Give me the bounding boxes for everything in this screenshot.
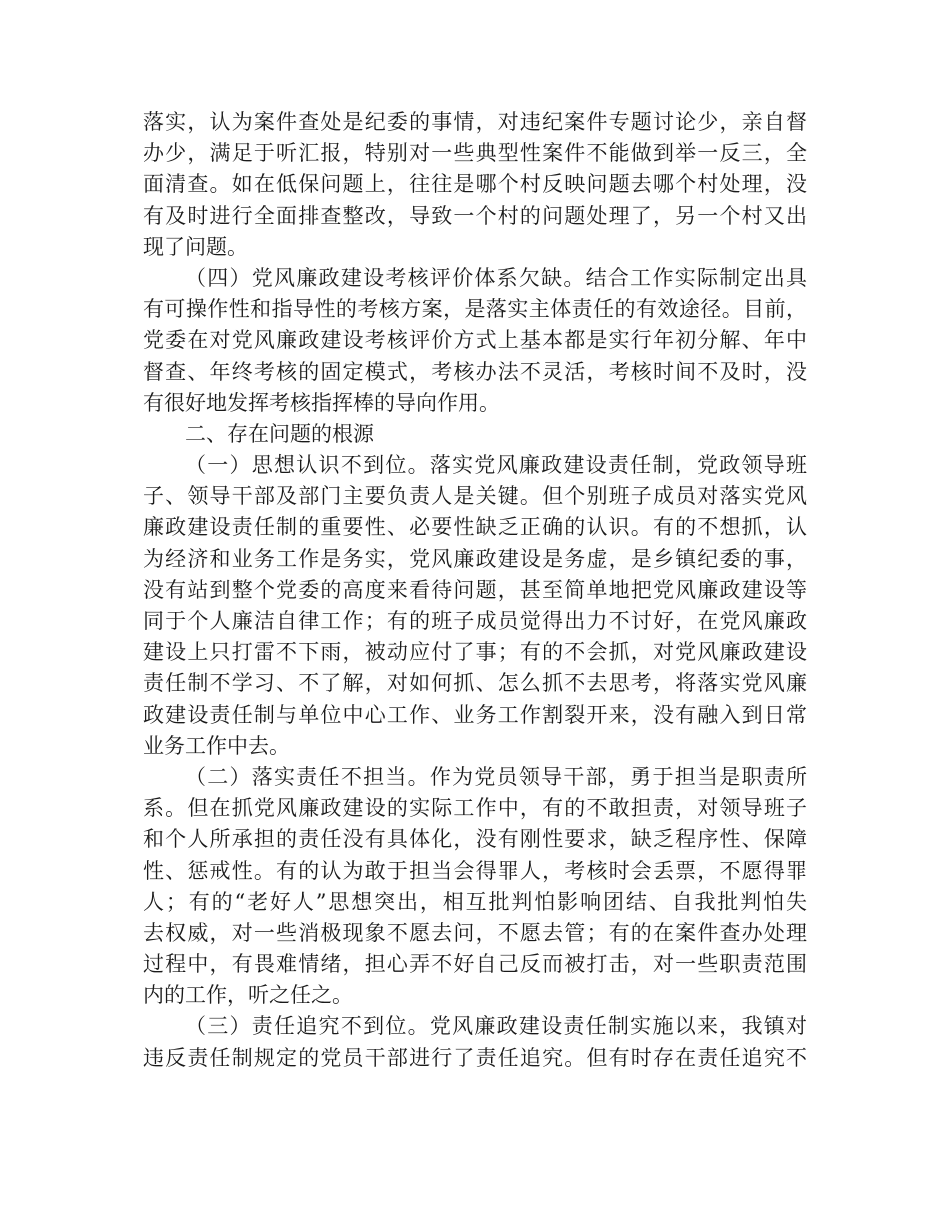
text-line: 办少，满足于听汇报，特别对一些典型性案件不能做到举一反三，全 [143,141,807,166]
text-line: 去权威，对一些消极现象不愿去问，不愿去管；有的在案件查办处理 [143,920,807,945]
text-line: 落实，认为案件查处是纪委的事情，对违纪案件专题讨论少，亲自督 [143,110,807,134]
text-line: 违反责任制规定的党员干部进行了责任追究。但有时存在责任追究不 [143,1045,807,1070]
text-line: 有可操作性和指导性的考核方案，是落实主体责任的有效途径。目前， [143,297,807,322]
text-line: 同于个人廉洁自律工作；有的班子成员觉得出力不讨好，在党风廉政 [143,609,807,633]
text-line: 内的工作，听之任之。 [143,983,353,1008]
paragraph-heading-line: （一）思想认识不到位。落实党风廉政建设责任制，党政领导班 [185,453,807,478]
text-line: 面清查。如在低保问题上，往往是哪个村反映问题去哪个村处理，没 [143,172,807,197]
text-line: 建设上只打雷不下雨，被动应付了事；有的不会抓，对党风廉政建设 [143,640,807,665]
text-line: 过程中，有畏难情绪，担心弄不好自己反而被打击，对一些职责范围 [143,952,807,977]
paragraph-heading-line: （三）责任追究不到位。党风廉政建设责任制实施以来，我镇对 [185,1014,807,1039]
text-line: 系。但在抓党风廉政建设的实际工作中，有的不敢担责，对领导班子 [143,796,807,821]
text-line: 业务工作中去。 [143,733,290,758]
text-line: 政建设责任制与单位中心工作、业务工作割裂开来，没有融入到日常 [143,702,807,727]
text-line: 性、惩戒性。有的认为敢于担当会得罪人，考核时会丢票，不愿得罪 [143,858,807,883]
text-line: 有很好地发挥考核指挥棒的导向作用。 [143,390,500,415]
text-line: 廉政建设责任制的重要性、必要性缺乏正确的认识。有的不想抓，认 [143,515,807,540]
document-body [143,107,807,1074]
paragraph-heading-line: （二）落实责任不担当。作为党员领导干部，勇于担当是职责所 [185,764,807,789]
text-line: 人；有的“老好人”思想突出，相互批判怕影响团结、自我批判怕失 [143,889,807,914]
text-line: 有及时进行全面排查整改，导致一个村的问题处理了，另一个村又出 [143,203,807,228]
text-line: 子、领导干部及部门主要负责人是关键。但个别班子成员对落实党风 [143,484,807,509]
text-line: 为经济和业务工作是务实，党风廉政建设是务虚，是乡镇纪委的事， [143,546,807,571]
text-line: 督查、年终考核的固定模式，考核办法不灵活，考核时间不及时，没 [143,359,807,384]
text-line: 现了问题。 [143,234,248,259]
section-heading: 二、存在问题的根源 [185,421,374,446]
text-line: 责任制不学习、不了解，对如何抓、怎么抓不去思考，将落实党风廉 [143,671,807,696]
text-line: 和个人所承担的责任没有具体化，没有刚性要求，缺乏程序性、保障 [143,827,807,852]
text-line: 没有站到整个党委的高度来看待问题，甚至简单地把党风廉政建设等 [143,577,807,602]
text-line: 党委在对党风廉政建设考核评价方式上基本都是实行年初分解、年中 [143,328,807,353]
paragraph-heading-line: （四）党风廉政建设考核评价体系欠缺。结合工作实际制定出具 [185,265,807,290]
